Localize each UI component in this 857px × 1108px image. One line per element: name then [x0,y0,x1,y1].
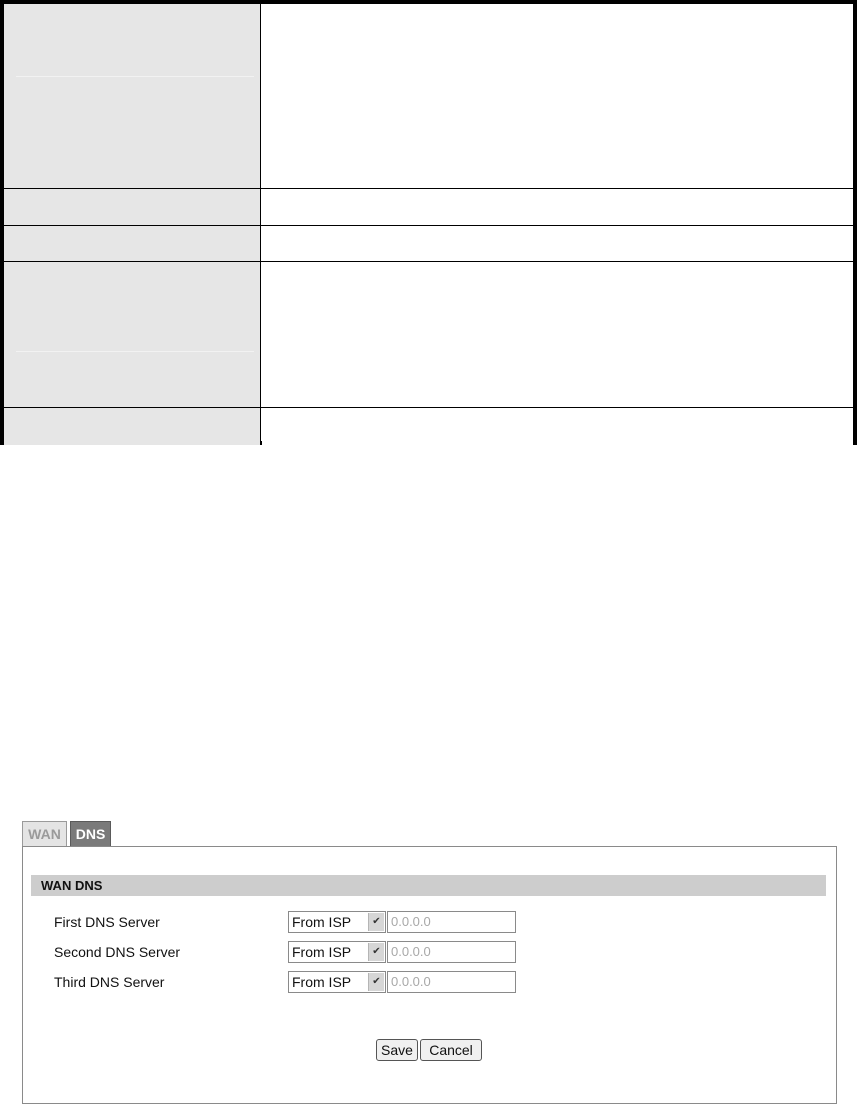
table-value-cell [262,226,853,261]
select-value: From ISP [292,914,352,930]
second-dns-label: Second DNS Server [54,944,181,960]
second-dns-mode-select[interactable] [288,941,386,963]
table-row [4,189,853,226]
dns-panel [22,846,837,1104]
chevron-down-icon[interactable]: ✔ [368,913,384,931]
tab-wan[interactable]: WAN [22,821,67,848]
first-dns-mode-select[interactable] [288,911,386,933]
section-title: WAN DNS [31,875,826,896]
third-dns-label: Third DNS Server [54,974,165,990]
cell-divider [16,76,254,77]
table-label-cell [4,408,261,445]
first-dns-address-input[interactable]: 0.0.0.0 [387,911,516,933]
table-label-cell [4,262,261,407]
first-dns-label: First DNS Server [54,914,160,930]
third-dns-mode-select[interactable] [288,971,386,993]
table-label-cell [4,189,261,225]
table-label-cell [4,226,261,261]
dns-row-third [23,971,838,995]
second-dns-address-input[interactable]: 0.0.0.0 [387,941,516,963]
select-value: From ISP [292,974,352,990]
third-dns-address-input[interactable]: 0.0.0.0 [387,971,516,993]
table-row [4,4,853,189]
table-row [4,408,853,445]
table-row [4,226,853,262]
table-value-cell [262,408,853,445]
settings-table [0,0,857,445]
dns-row-second [23,941,838,965]
chevron-down-icon[interactable]: ✔ [368,973,384,991]
cancel-button[interactable]: Cancel [420,1039,482,1061]
tab-dns[interactable]: DNS [70,821,111,848]
table-value-cell [262,262,853,407]
save-button[interactable]: Save [376,1039,418,1061]
table-label-cell [4,4,261,188]
table-row [4,262,853,408]
cell-divider [16,351,254,352]
select-value: From ISP [292,944,352,960]
chevron-down-icon[interactable]: ✔ [368,943,384,961]
dns-row-first [23,911,838,935]
table-value-cell [262,4,853,188]
table-value-cell [262,189,853,225]
